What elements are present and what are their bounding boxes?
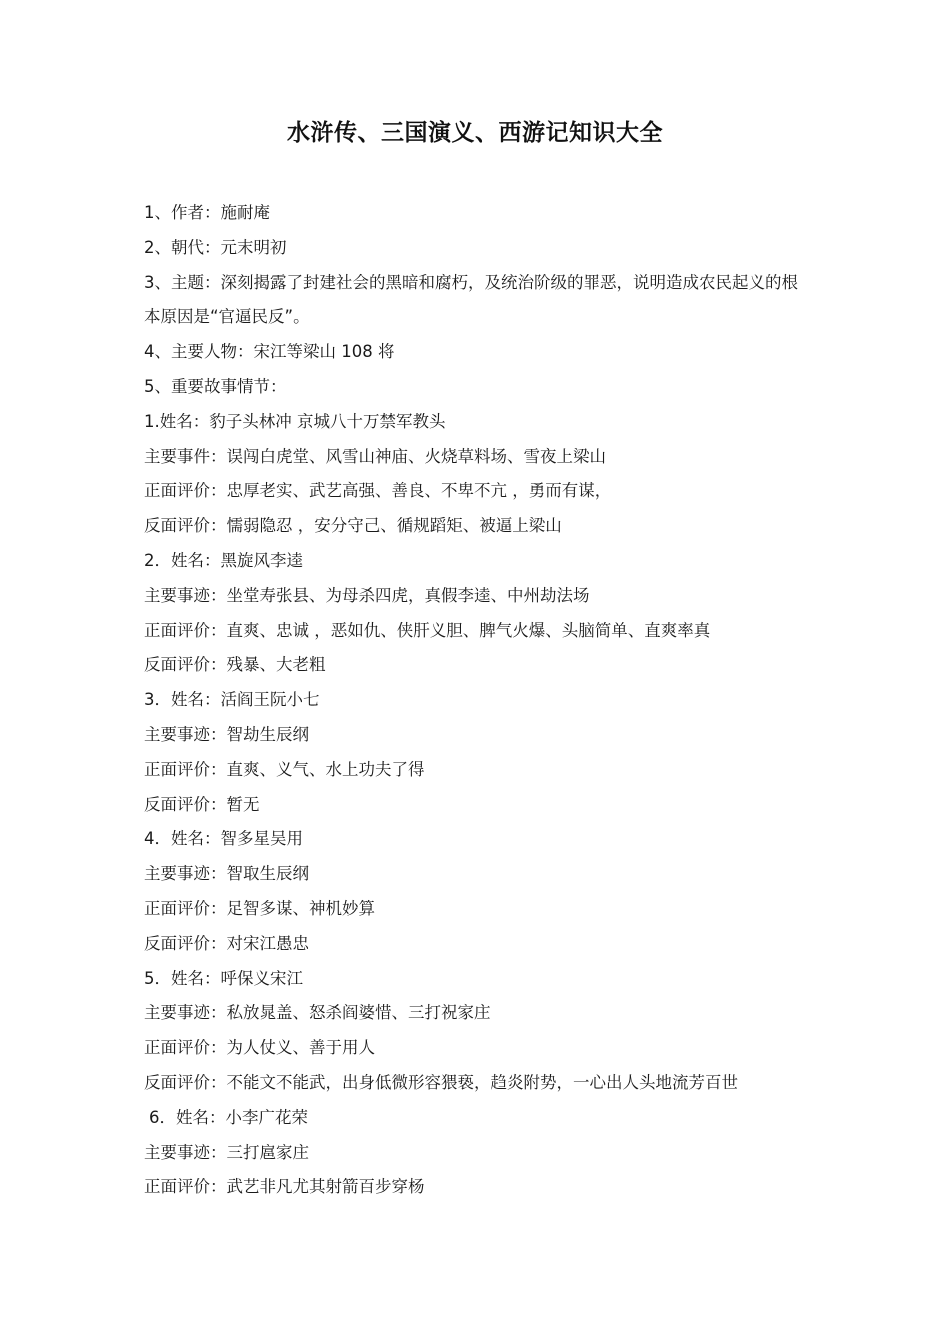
- line-character-5-name: 5．姓名：呼保义宋江: [144, 968, 303, 988]
- document-body: [144, 196, 814, 1205]
- line-character-1-negative: 反面评价：懦弱隐忍 ，安分守己、循规蹈矩、被逼上梁山: [144, 516, 562, 536]
- line-character-2-positive: 正面评价：直爽、忠诚 ，恶如仇、侠肝义胆、脾气火爆、头脑简单、直爽率真: [144, 620, 711, 640]
- line-character-6-name: 6．姓名：小李广花荣: [149, 1107, 308, 1127]
- line-character-4-name: 4．姓名：智多星吴用: [144, 829, 303, 849]
- line-dynasty: 2、朝代：元末明初: [144, 237, 287, 257]
- line-character-1-positive: 正面评价：忠厚老实、武艺高强、善良、不卑不亢 ，勇而有谋，: [144, 481, 612, 501]
- line-plot-heading: 5、重要故事情节：: [144, 376, 287, 396]
- line-character-3-events: 主要事迹：智劫生辰纲: [144, 724, 309, 744]
- line-character-6-positive: 正面评价：武艺非凡尤其射箭百步穿杨: [144, 1177, 425, 1197]
- line-character-4-positive: 正面评价：足智多谋、神机妙算: [144, 898, 375, 918]
- line-author: 1、作者：施耐庵: [144, 203, 270, 222]
- line-main-characters: 4、主要人物：宋江等梁山 108 将: [144, 342, 395, 362]
- line-character-5-events: 主要事迹：私放晁盖、怒杀阎婆惜、三打祝家庄: [144, 1003, 491, 1023]
- line-character-5-positive: 正面评价：为人仗义、善于用人: [144, 1038, 375, 1058]
- line-character-2-negative: 反面评价：残暴、大老粗: [144, 655, 326, 675]
- line-character-1-events: 主要事件：误闯白虎堂、风雪山神庙、火烧草料场、雪夜上梁山: [144, 446, 606, 466]
- document-title: 水浒传、三国演义、西游记知识大全: [287, 120, 663, 146]
- line-character-4-events: 主要事迹：智取生辰纲: [144, 864, 309, 884]
- line-character-3-positive: 正面评价：直爽、义气、水上功夫了得: [144, 759, 425, 779]
- line-character-5-negative: 反面评价：不能文不能武，出身低微形容猥亵，趋炎附势，一心出人头地流芳百世: [144, 1072, 738, 1092]
- line-character-3-name: 3．姓名：活阎王阮小七: [144, 690, 320, 710]
- line-theme: 3、主题：深刻揭露了封建社会的黑暗和腐朽，及统治阶级的罪恶，说明造成农民起义的根本原因是“官逼民反”。: [144, 272, 798, 327]
- line-character-6-events: 主要事迹：三打扈家庄: [144, 1142, 309, 1162]
- line-character-1-name: 1.姓名：豹子头林冲 京城八十万禁军教头: [144, 411, 446, 431]
- line-character-4-negative: 反面评价：对宋江愚忠: [144, 933, 309, 953]
- line-character-2-name: 2．姓名：黑旋风李逵: [144, 550, 303, 570]
- line-character-2-events: 主要事迹：坐堂寿张县、为母杀四虎，真假李逵、中州劫法场: [144, 585, 590, 605]
- line-character-3-negative: 反面评价：暂无: [144, 794, 260, 814]
